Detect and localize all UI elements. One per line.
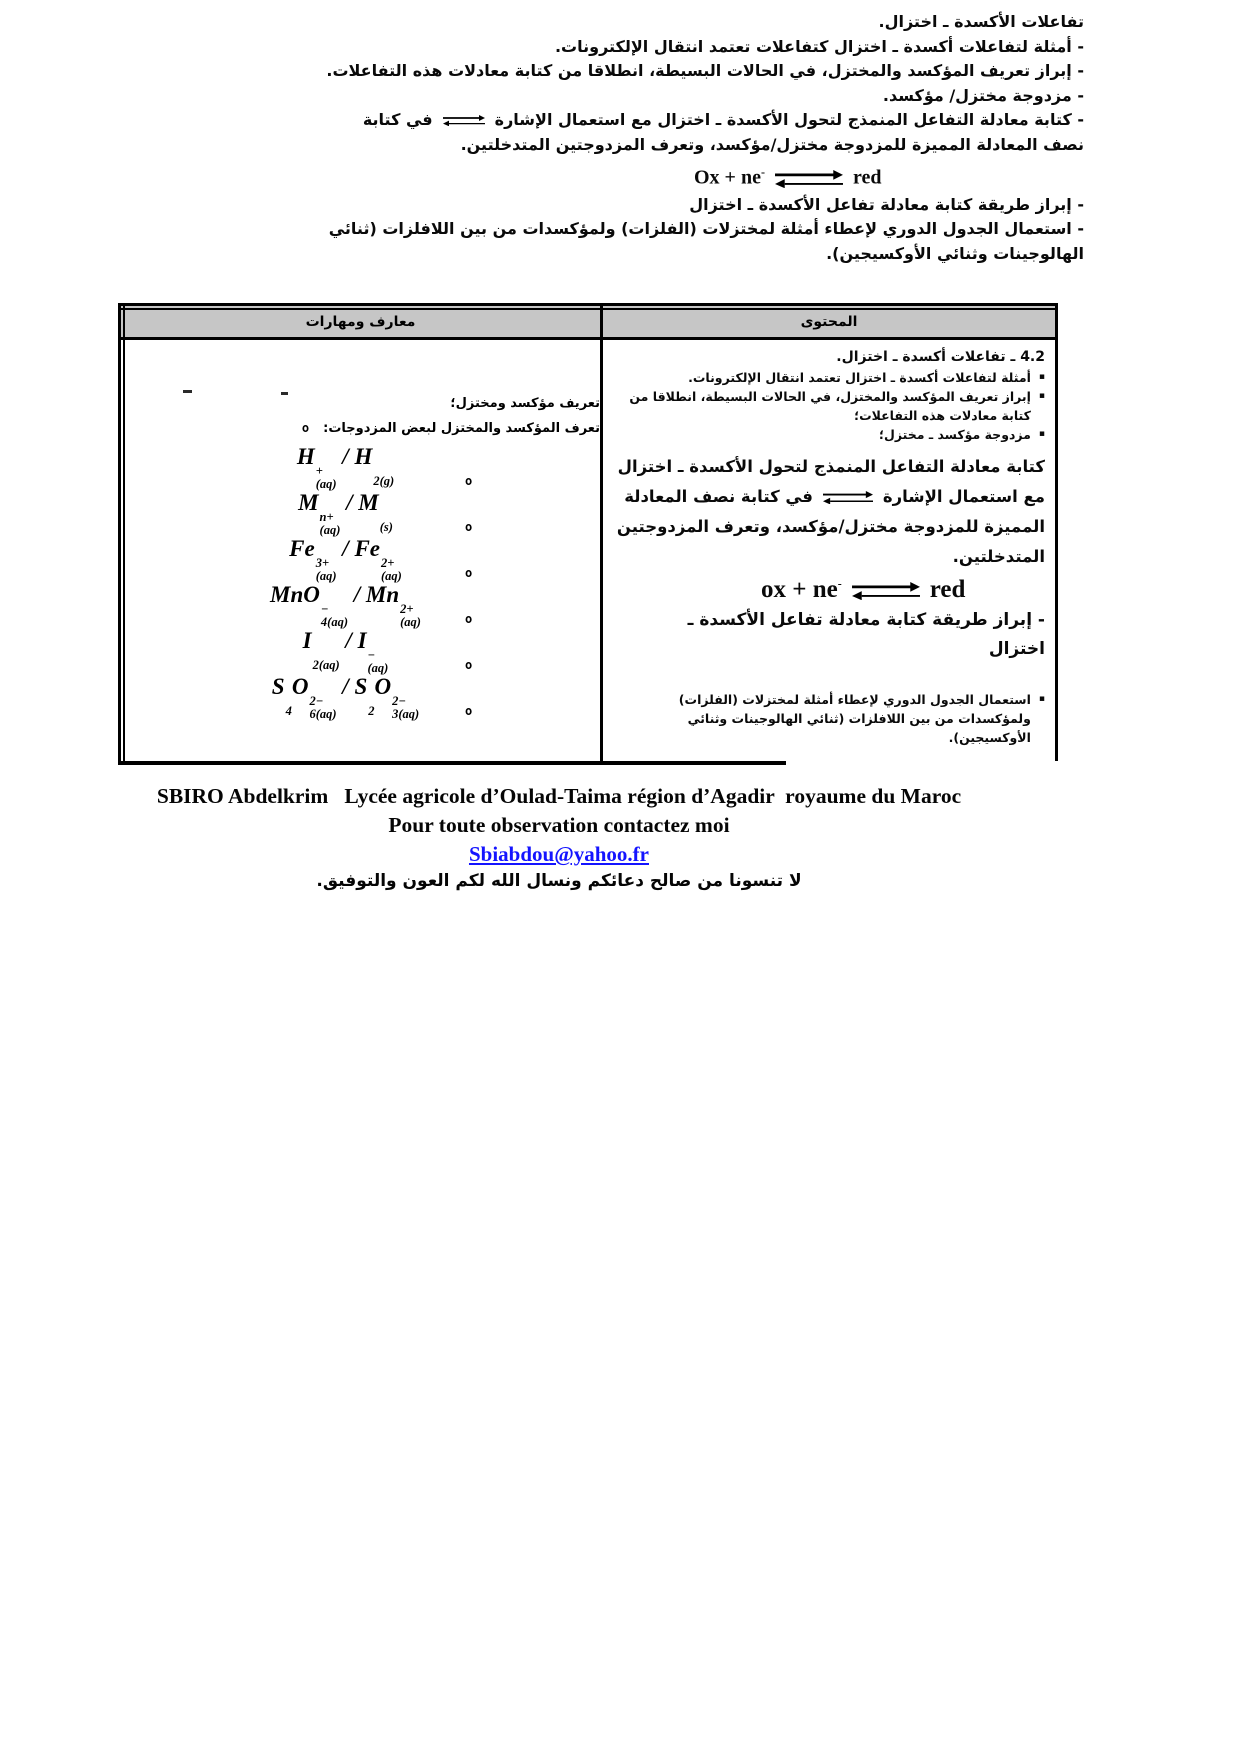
content-heading: 4.2 ـ تفاعلات أكسدة ـ اختزال. <box>836 349 1045 365</box>
intro-line-part: - كتابة معادلة التفاعل المنمذج لتحول الأكسدة ـ اختزال مع استعمال الإشارة <box>494 110 1084 129</box>
paragraph-part: في كتابة نصف المعادلة المميزة للمزدوجة مختزل/مؤكسد، وتعرف المزدوجتين المتدخلتين. <box>616 487 1045 566</box>
content-bullet-item <box>611 368 1045 387</box>
redox-couple <box>121 674 600 720</box>
circle-bullet-icon: o <box>465 658 473 672</box>
table-bottom-border <box>118 761 786 765</box>
intro-line: تفاعلات الأكسدة ـ اختزال. <box>878 12 1084 31</box>
redox-couple <box>121 490 600 536</box>
scan-artifact-dash <box>183 390 192 393</box>
equation-left: ox + ne <box>761 576 838 603</box>
page-footer <box>0 782 1118 895</box>
equilibrium-arrows-icon <box>852 582 920 600</box>
couple-formula: H + (aq) / H 2(g) <box>296 444 395 491</box>
redox-equation <box>342 157 1084 193</box>
circle-bullet-icon: o <box>465 520 473 534</box>
circle-bullet-icon: o <box>465 704 473 718</box>
couple-formula: S 4 O 2− 6(aq) / S 2 O 2− 3(aq) <box>271 674 420 721</box>
couple-formula: I 2(aq) / I − (aq) <box>302 628 389 675</box>
circle-bullet-icon: o <box>465 612 473 626</box>
square-bullet-icon: ▪ <box>1038 391 1045 401</box>
header-cell-skills: معارف ومهارات <box>121 306 603 337</box>
equation-right: red <box>852 166 882 189</box>
intro-line: - استعمال الجدول الدوري لإعطاء أمثلة لمختزلات (الفلزات) ولمؤكسدات من بين اللافلزات (ثنائي <box>328 219 1084 239</box>
intro-line: - إبراز تعريف المؤكسد والمختزل، في الحالات البسيطة، انطلاقا من كتابة معادلات هذه التفاعلات. <box>326 61 1084 80</box>
couple-formula: M n+ (aq) / M (s) <box>298 490 393 537</box>
footer-arabic-line: لا تنسونا من صالح دعائكم ونسال الله لكم العون والتوفيق. <box>316 871 802 891</box>
table-body-row <box>121 340 1055 761</box>
circle-bullet-icon: o <box>301 421 310 435</box>
redox-couple <box>121 628 600 674</box>
square-bullet-icon: ▪ <box>1038 429 1045 439</box>
email-row <box>0 840 1118 868</box>
intro-text <box>326 10 1084 266</box>
intro-line: الهالوجينات وثنائي الأوكسيجين). <box>826 243 1084 263</box>
content-method-lines <box>611 606 1045 664</box>
scan-artifact-dash <box>281 392 288 395</box>
bullet-text: استعمال الجدول الدوري لإعطاء أمثلة لمختزلات (الفلزات) ولمؤكسدات من بين اللافلزات (ثنائي الهالوجينات وثنائي الأوكسيجين). <box>678 692 1031 745</box>
skills-item-couples-intro <box>121 421 600 436</box>
redox-couple <box>121 444 600 490</box>
intro-line: - مزدوجة مختزل/ مؤكسد. <box>882 85 1084 105</box>
intro-line-part: في كتابة <box>362 110 433 129</box>
method-line: - إبراز طريقة كتابة معادلة تفاعل الأكسدة ـ <box>687 610 1045 630</box>
paragraph-part: كتابة معادلة التفاعل المنمذج لتحول الأكسدة ـ اختزال مع استعمال الإشارة <box>617 457 1045 506</box>
content-bullet-item <box>611 425 1045 444</box>
content-bullet-item <box>611 690 1045 747</box>
couple-formula: MnO − 4(aq) / Mn 2+ (aq) <box>270 582 421 629</box>
bullet-text: مزدوجة مؤكسد ـ مختزل؛ <box>879 427 1031 442</box>
content-paragraph <box>611 452 1045 572</box>
equilibrium-arrows-icon <box>443 115 485 126</box>
redox-couples-list <box>121 444 600 720</box>
skills-item-definition: تعريف مؤكسد ومختزل؛ <box>450 396 600 411</box>
curriculum-table <box>118 303 1058 761</box>
intro-line: نصف المعادلة المميزة للمزدوجة مختزل/مؤكسد، وتعرف المزدوجتين المتدخلتين. <box>460 134 1084 154</box>
content-bullet-item <box>611 387 1045 425</box>
intro-line: - إبراز طريقة كتابة معادلة تفاعل الأكسدة ـ اختزال <box>689 194 1084 214</box>
table-header-row <box>121 306 1055 340</box>
equilibrium-arrows-icon <box>823 491 873 504</box>
bullet-text: إبراز تعريف المؤكسد والمختزل، في الحالات البسيطة، انطلاقا من كتابة معادلات هذه التفاعلات؛ <box>629 389 1031 423</box>
square-bullet-icon: ▪ <box>1038 372 1045 382</box>
table-double-border-top <box>121 308 1055 310</box>
header-cell-content: المحتوى <box>800 313 858 330</box>
electron-charge-sup: - <box>760 165 765 179</box>
skills-item-label: تعرف المؤكسد والمختزل لبعض المزدوجات: <box>323 421 600 436</box>
bullet-text: أمثلة لتفاعلات أكسدة ـ اختزال تعتمد انتقال الإلكترونات. <box>688 370 1031 385</box>
equation-left: Ox + ne <box>694 166 761 189</box>
redox-couple <box>121 536 600 582</box>
circle-bullet-icon: o <box>465 474 473 488</box>
equation-right: red <box>929 576 966 603</box>
skills-cell <box>121 340 603 761</box>
circle-bullet-icon: o <box>465 566 473 580</box>
method-line: اختزال <box>988 639 1045 659</box>
intro-line: - أمثلة لتفاعلات أكسدة ـ اختزال كتفاعلات تعتمد انتقال الإلكترونات. <box>554 36 1084 56</box>
intro-line-with-arrow <box>342 108 1084 133</box>
couple-formula: Fe 3+ (aq) / Fe 2+ (aq) <box>289 536 402 583</box>
redox-couple <box>121 582 600 628</box>
contact-line: Pour toute observation contactez moi <box>388 813 730 837</box>
equilibrium-arrows-icon <box>775 170 843 188</box>
electron-charge-sup: - <box>837 576 842 591</box>
content-cell <box>603 340 1055 761</box>
email-link[interactable]: Sbiabdou@yahoo.fr <box>468 842 649 866</box>
redox-equation <box>611 576 1045 604</box>
author-line: SBIRO Abdelkrim Lycée agricole d’Oulad-Taima région d’Agadir royaume du Maroc <box>156 784 962 808</box>
square-bullet-icon: ▪ <box>1038 694 1045 704</box>
